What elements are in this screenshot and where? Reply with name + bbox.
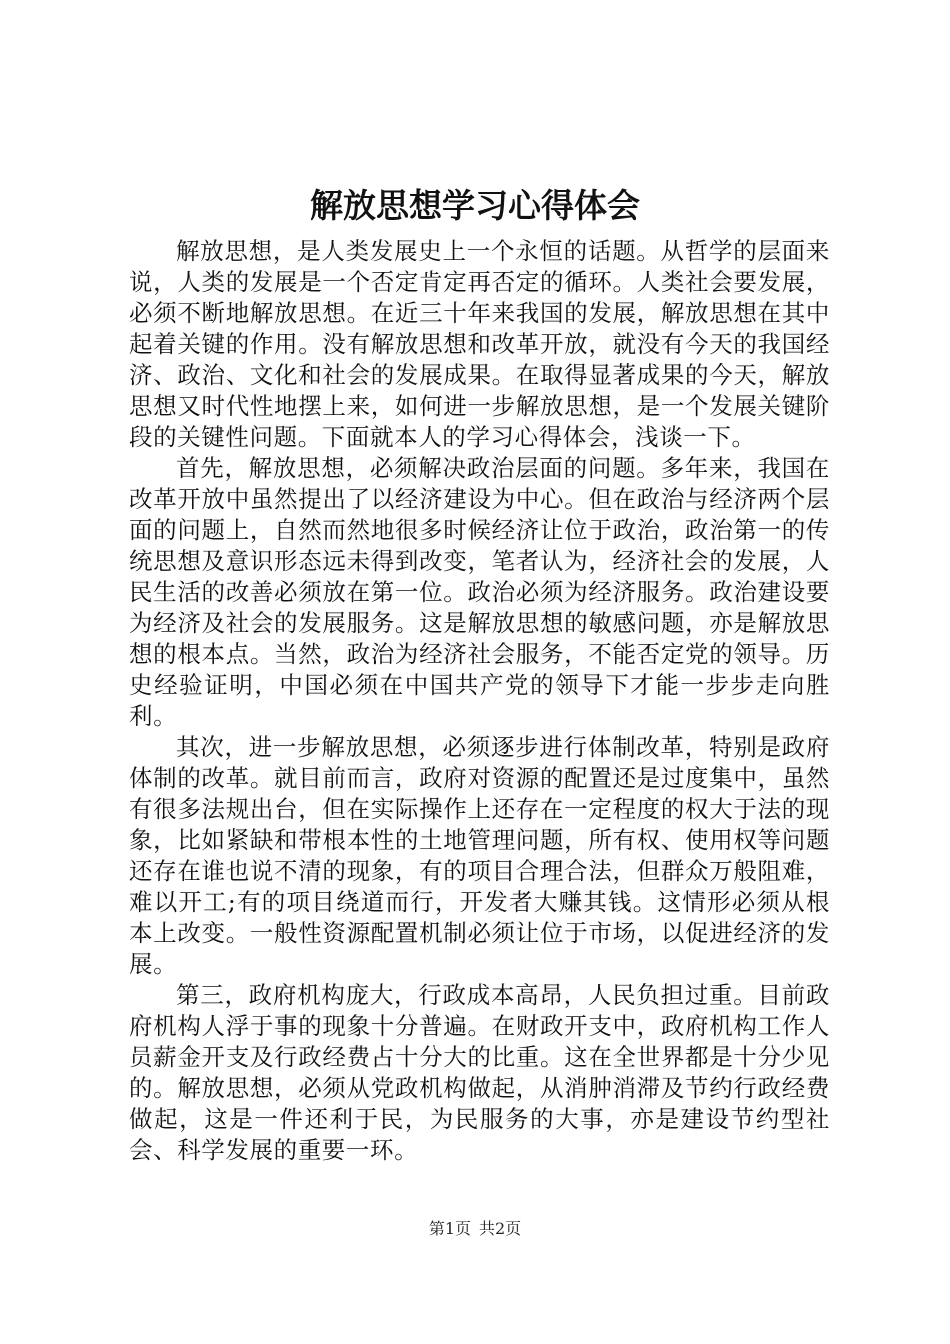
paragraph-1: 解放思想，是人类发展史上一个永恒的话题。从哲学的层面来说，人类的发展是一个否定肯定再否定的循环。人类社会要发展，必须不断地解放思想。在近三十年来我国的发展，解放思想在其中起着关键的作用。没有解放思想和改革开放，就没有今天的我国经济、政治、文化和社会的发展成果。在取得显著成果的今天，解放思想又时代性地摆上来，如何进一步解放思想，是一个发展关键阶段的关键性问题。下面就本人的学习心得体会，浅谈一下。 <box>129 237 830 451</box>
page-total: 共2页 <box>479 1219 522 1238</box>
paragraph-2: 首先，解放思想，必须解决政治层面的问题。多年来，我国在改革开放中虽然提出了以经济建设为中心。但在政治与经济两个层面的问题上，自然而然地很多时候经济让位于政治，政治第一的传统思想及意识形态远未得到改变，笔者认为，经济社会的发展，人民生活的改善必须放在第一位。政治必须为经济服务。政治建设要为经济及社会的发展服务。这是解放思想的敏感问题，亦是解放思想的根本点。当然，政治为经济社会服务，不能否定党的领导。历史经验证明，中国必须在中国共产党的领导下才能一步步走向胜利。 <box>129 454 830 730</box>
page-footer <box>0 1218 950 1240</box>
page-number: 第1页 <box>428 1219 471 1238</box>
paragraph-4: 第三，政府机构庞大，行政成本高昂，人民负担过重。目前政府机构人浮于事的现象十分普遍。在财政开支中，政府机构工作人员薪金开支及行政经费占十分大的比重。这在全世界都是十分少见的。解放思想，必须从党政机构做起，从消肿消滞及节约行政经费做起，这是一件还利于民，为民服务的大事，亦是建设节约型社会、科学发展的重要一环。 <box>129 981 830 1164</box>
document-body <box>129 236 830 1166</box>
paragraph-3: 其次，进一步解放思想，必须逐步进行体制改革，特别是政府体制的改革。就目前而言，政府对资源的配置还是过度集中，虽然有很多法规出台，但在实际操作上还存在一定程度的权大于法的现象，比如紧缺和带根本性的土地管理问题，所有权、使用权等问题还存在谁也说不清的现象，有的项目合理合法，但群众万般阻难，难以开工;有的项目绕道而行，开发者大赚其钱。这情形必须从根本上改变。一般性资源配置机制必须让位于市场，以促进经济的发展。 <box>129 733 830 978</box>
document-title: 解放思想学习心得体会 <box>310 186 640 225</box>
